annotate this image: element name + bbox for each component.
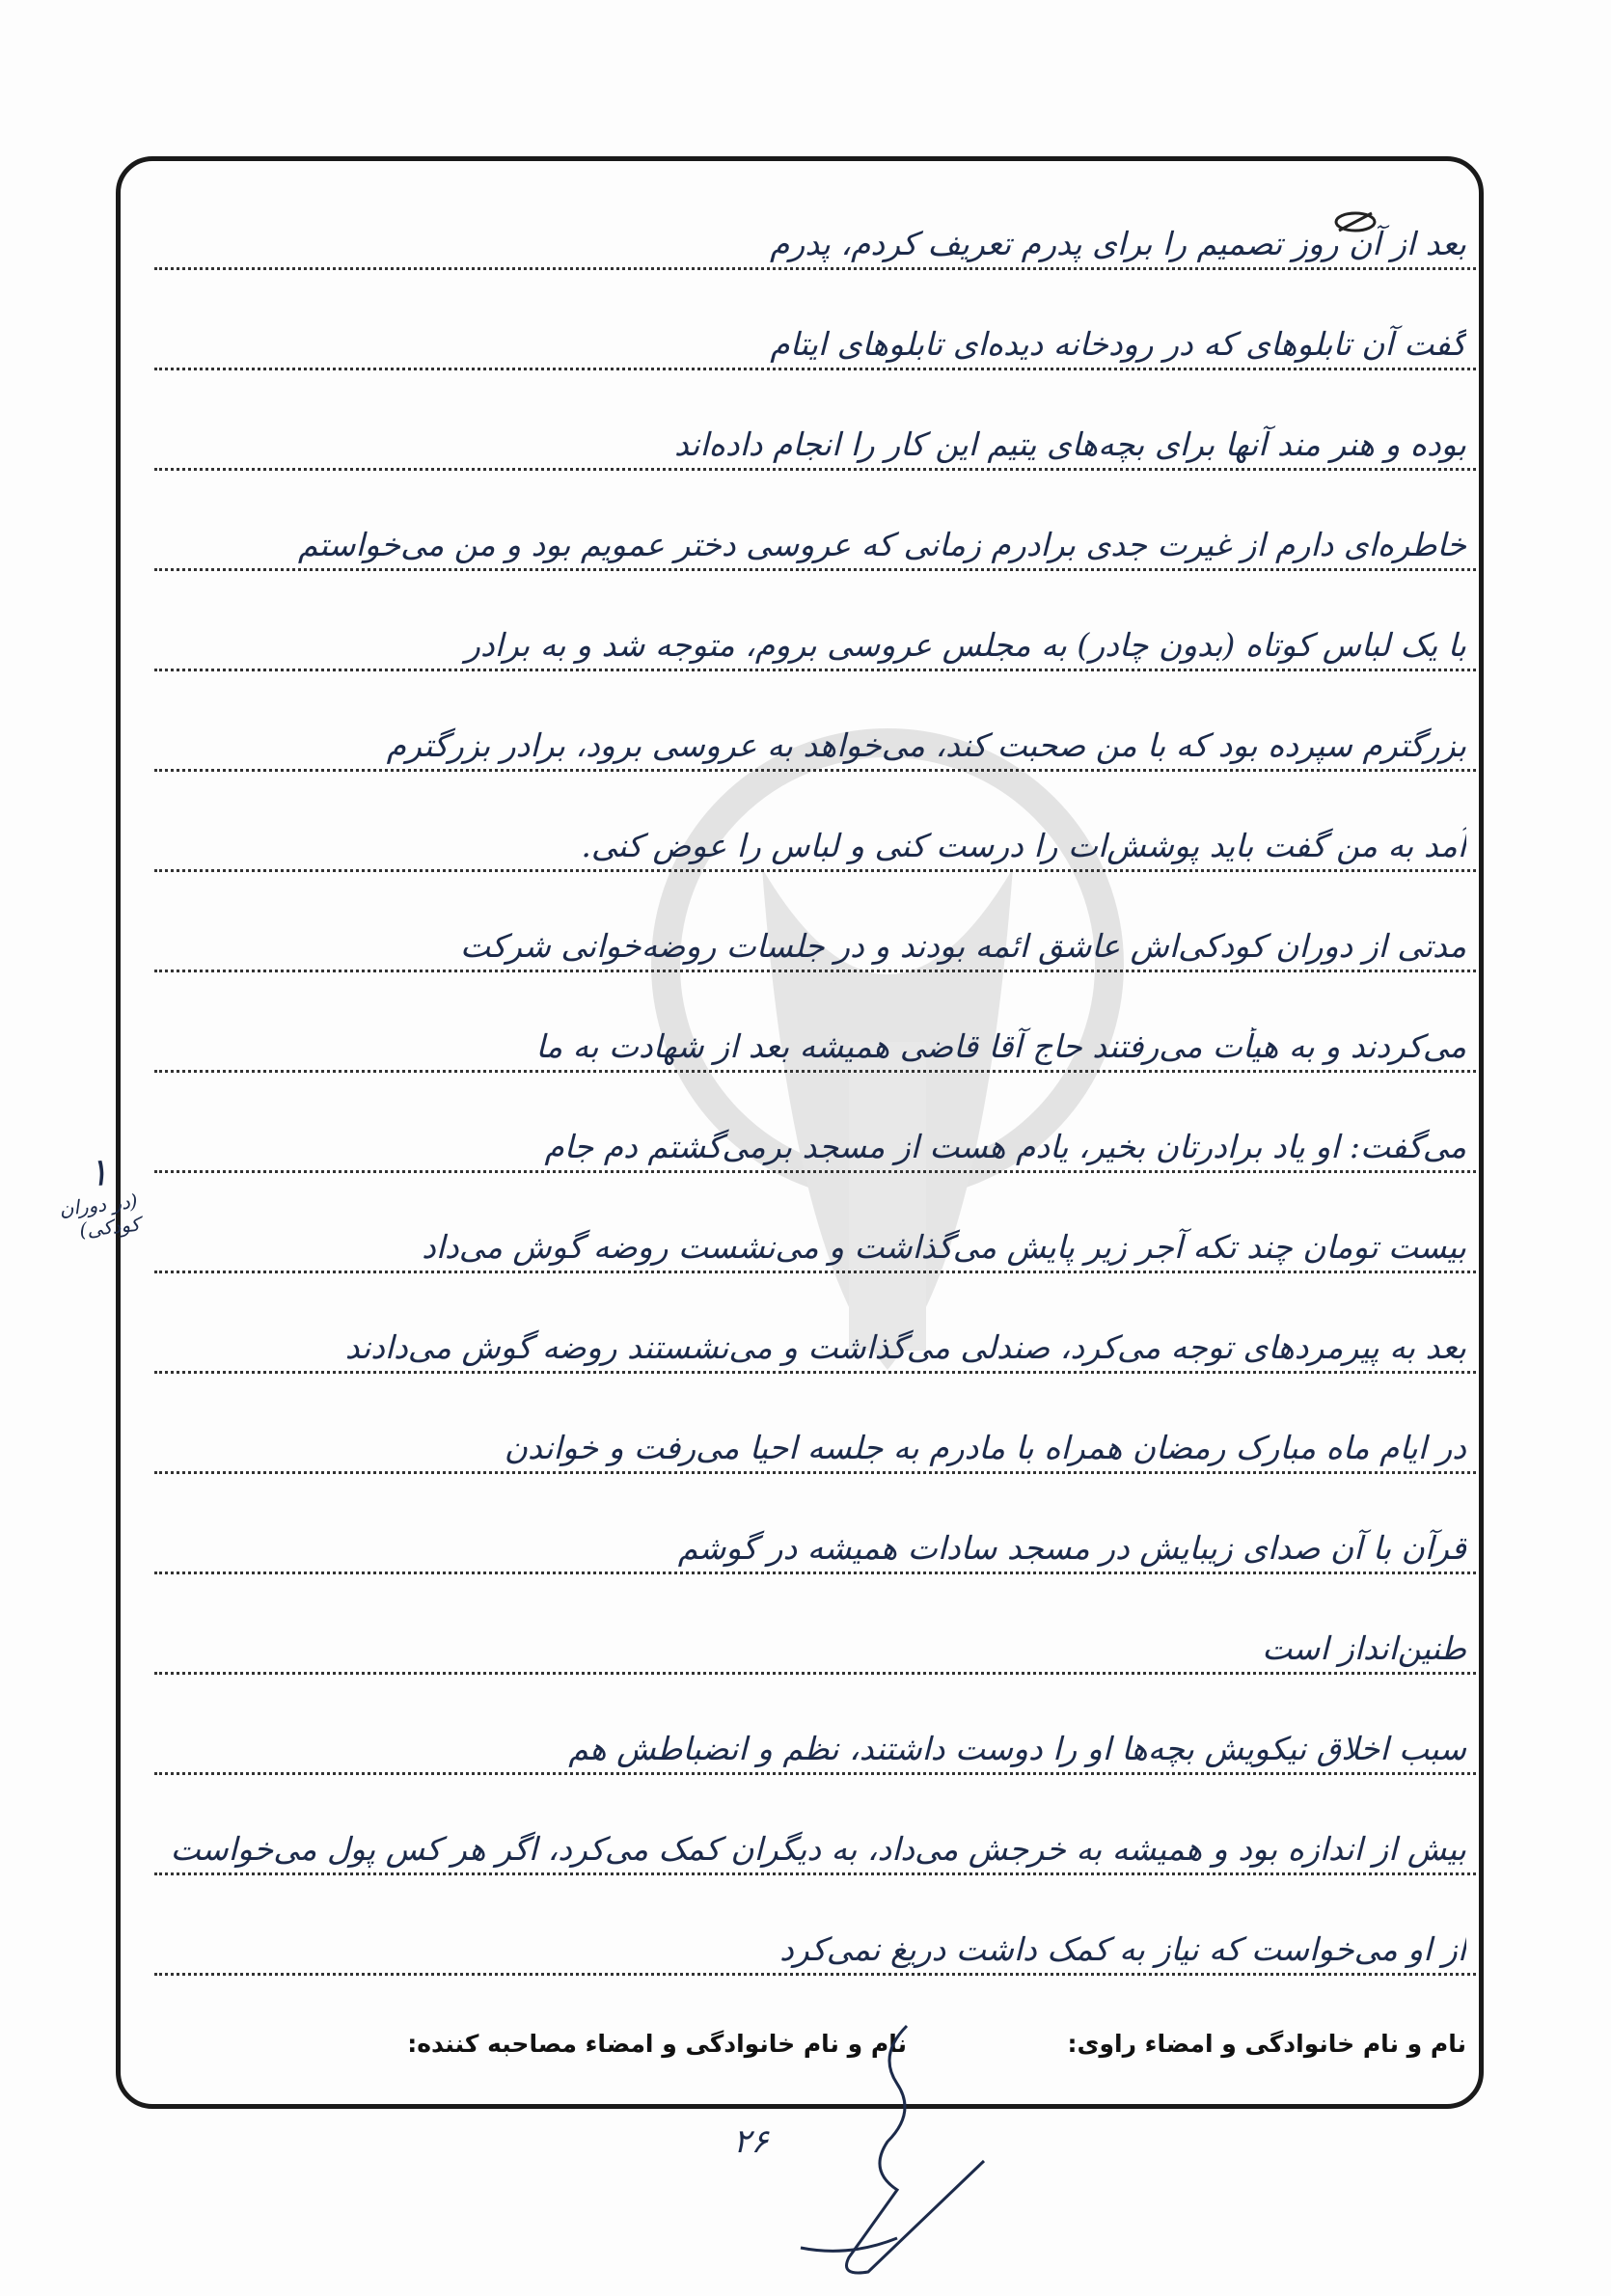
text-line: سبب اخلاق نیکویش بچه‌ها او را دوست داشتند، نظم و انضباطش هم bbox=[154, 1688, 1476, 1789]
text-line: آمد به من گفت باید پوشش‌ات را درست کنی و لباس را عوض کنی. bbox=[154, 785, 1476, 886]
text-line: بعد به پیرمردهای توجه می‌کرد، صندلی می‌گذاشت و می‌نشستند روضه گوش می‌دادند bbox=[154, 1287, 1476, 1387]
interviewer-signature-label: نام و نام خانوادگی و امضاء مصاحبه کننده: bbox=[407, 2030, 907, 2058]
margin-annotation-number: ۱ bbox=[85, 1149, 111, 1196]
text-line: با یک لباس کوتاه (بدون چادر) به مجلس عروسی بروم، متوجه شد و به برادر bbox=[154, 585, 1476, 685]
text-line: بزرگترم سپرده بود که با من صحبت کند، می‌خواهد به عروسی برود، برادر بزرگترم bbox=[154, 685, 1476, 785]
text-line: بیش از اندازه بود و همیشه به خرجش می‌داد، به دیگران کمک می‌کرد، اگر هر کس پول می‌خواست bbox=[154, 1789, 1476, 1889]
text-line: طنین‌انداز است bbox=[154, 1588, 1476, 1688]
text-line: مدتی از دوران کودکی‌اش عاشق ائمه بودند و در جلسات روضه‌خوانی شرکت bbox=[154, 886, 1476, 986]
handwritten-signature bbox=[791, 2016, 1003, 2296]
text-line: می‌کردند و به هیأت می‌رفتند حاج آقا قاضی همیشه بعد از شهادت به ما bbox=[154, 986, 1476, 1086]
text-line: گفت آن تابلوهای که در رودخانه دیده‌ای تابلوهای ایتام bbox=[154, 284, 1476, 384]
handwritten-text-block bbox=[154, 183, 1476, 1989]
text-line: در ایام ماه مبارک رمضان همراه با مادرم به جلسه احیا می‌رفت و خواندن bbox=[154, 1387, 1476, 1488]
text-line: می‌گفت: او یاد برادرتان بخیر، یادم هست از مسجد برمی‌گشتم دم جام bbox=[154, 1086, 1476, 1187]
text-line: بعد از آن روز تصمیم را برای پدرم تعریف کردم، پدرم bbox=[154, 183, 1476, 284]
text-line: قرآن با آن صدای زیبایش در مسجد سادات همیشه در گوشم bbox=[154, 1488, 1476, 1588]
page-number: ۲۶ bbox=[733, 2122, 769, 2161]
text-line: از او می‌خواست که نیاز به کمک داشت دریغ نمی‌کرد bbox=[154, 1889, 1476, 1989]
text-line: بیست تومان چند تکه آجر زیر پایش می‌گذاشت و می‌نشست روضه گوش می‌داد bbox=[154, 1187, 1476, 1287]
narrator-signature-label: نام و نام خانوادگی و امضاء راوی: bbox=[1067, 2030, 1466, 2058]
text-line: خاطره‌ای دارم از غیرت جدی برادرم زمانی که عروسی دختر عمویم بود و من می‌خواستم bbox=[154, 484, 1476, 585]
margin-annotation-text: (در دوران کودکی) bbox=[58, 1189, 142, 1243]
text-line: بوده و هنر مند آنها برای بچه‌های یتیم این کار را انجام داده‌اند bbox=[154, 384, 1476, 484]
